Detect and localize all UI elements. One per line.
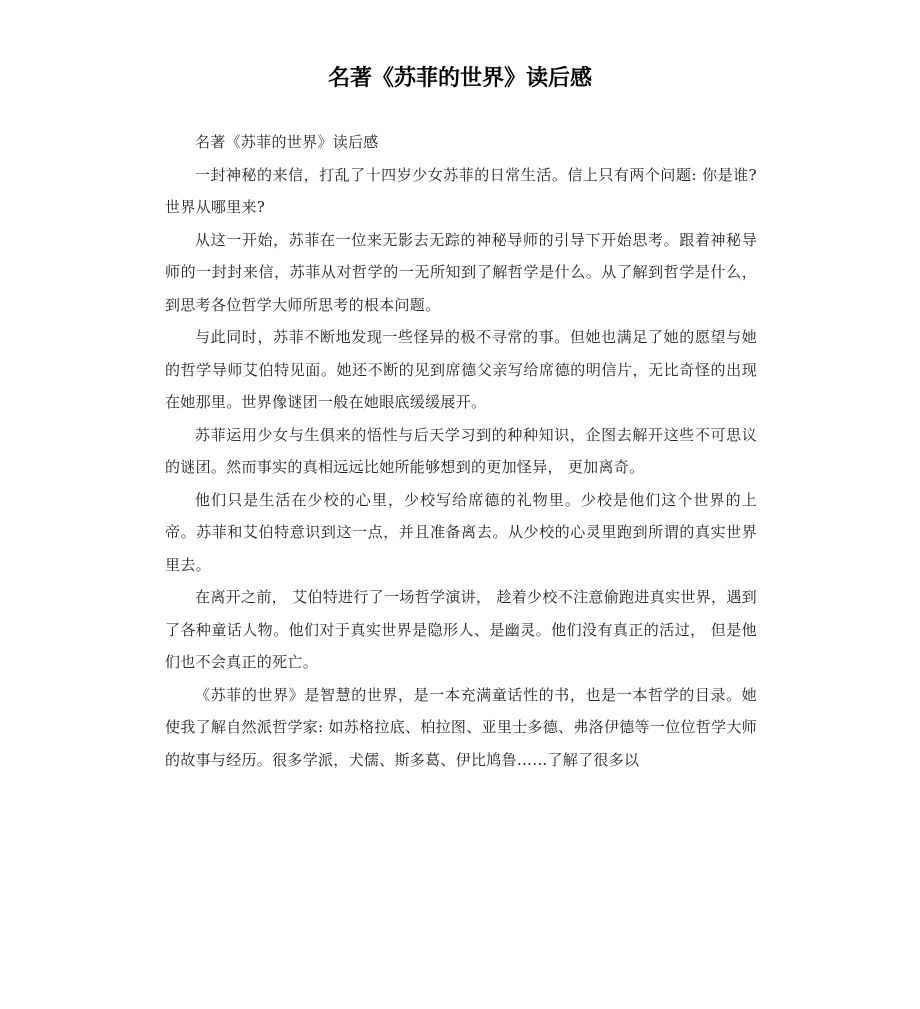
- paragraph-heading-repeat: 名著《苏菲的世界》读后感: [195, 133, 379, 151]
- paragraph: 一封神秘的来信，打乱了十四岁少女苏菲的日常生活。信上只有两个问题: 你是谁?世界从哪里来?: [165, 165, 757, 216]
- document-body: [165, 126, 757, 776]
- paragraph: 他们只是生活在少校的心里，少校写给席德的礼物里。少校是他们这个世界的上帝。苏菲和艾伯特意识到这一点，并且准备离去。从少校的心灵里跑到所谓的真实世界里去。: [165, 490, 757, 574]
- paragraph: 苏菲运用少女与生俱来的悟性与后天学习到的种种知识，企图去解开这些不可思议的谜团。然而事实的真相远远比她所能够想到的更加怪异， 更加离奇。: [165, 425, 757, 476]
- paragraph: 在离开之前， 艾伯特进行了一场哲学演讲， 趁着少校不注意偷跑进真实世界，遇到了各种童话人物。他们对于真实世界是隐形人、是幽灵。他们没有真正的活过， 但是他们也不会真正的死亡。: [165, 588, 757, 671]
- paragraph: 《苏菲的世界》是智慧的世界，是一本充满童话性的书，也是一本哲学的目录。她使我了解自然派哲学家: 如苏格拉底、柏拉图、亚里士多德、弗洛伊德等一位位哲学大师的故事与经历。很多学派，犬儒、斯多葛、伊比鸠鲁……了解了很多以: [165, 685, 757, 769]
- paragraph: 从这一开始，苏菲在一位来无影去无踪的神秘导师的引导下开始思考。跟着神秘导师的一封封来信，苏菲从对哲学的一无所知到了解哲学是什么。从了解到哲学是什么， 到思考各位哲学大师所思考的根本问题。: [165, 230, 757, 314]
- paragraph: 与此同时，苏菲不断地发现一些怪异的极不寻常的事。但她也满足了她的愿望与她的哲学导师艾伯特见面。她还不断的见到席德父亲写给席德的明信片，无比奇怪的出现在她那里。世界像谜团一般在她眼底缓缓展开。: [165, 328, 757, 411]
- document-title: 名著《苏菲的世界》读后感: [327, 66, 592, 91]
